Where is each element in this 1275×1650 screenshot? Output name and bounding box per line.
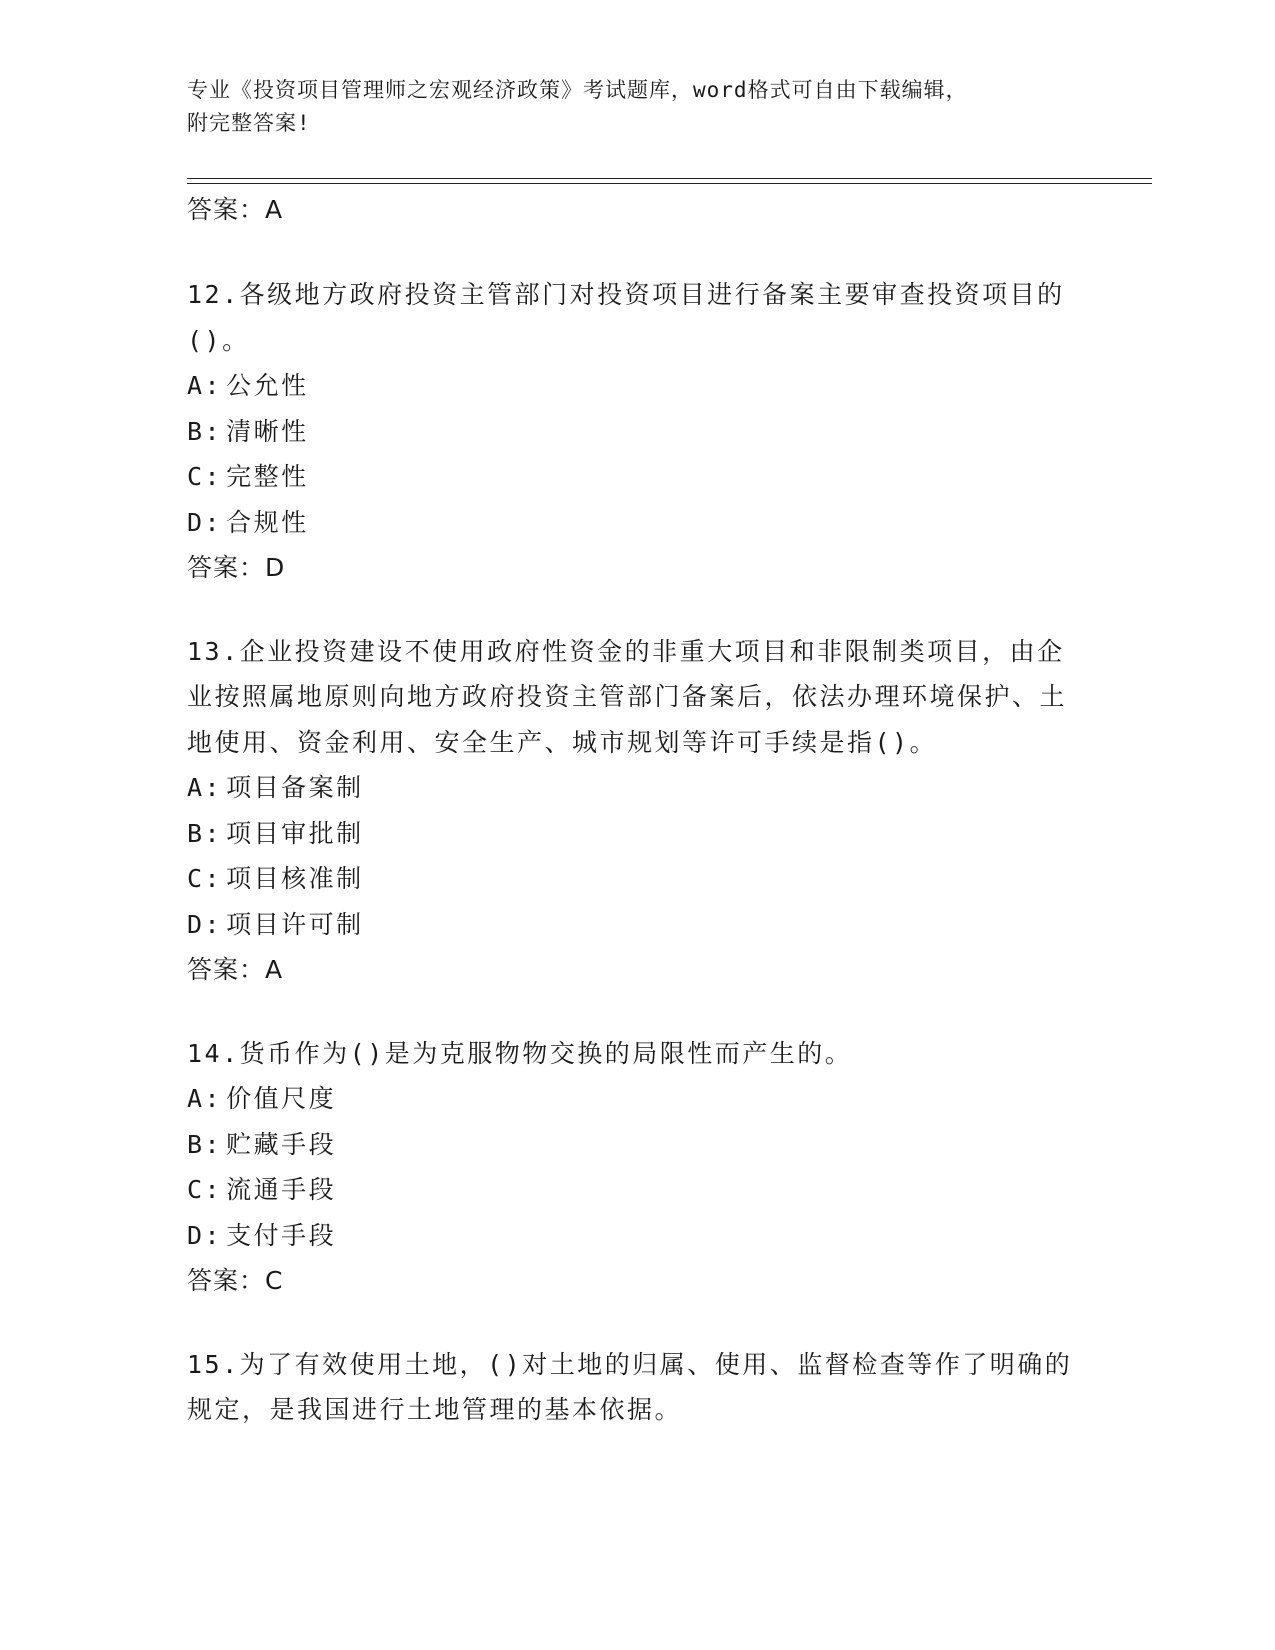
option-c <box>187 1167 1087 1213</box>
question-stem: 13.企业投资建设不使用政府性资金的非重大项目和非限制类项目，由企业按照属地原则向地方政府投资主管部门备案后，依法办理环境保护、土地使用、资金利用、安全生产、城市规划等许可手续是指()。 <box>187 636 1068 757</box>
option-letter: B: <box>187 818 223 848</box>
question-stem: 15.为了有效使用土地，()对土地的归属、使用、监督检查等作了明确的规定，是我国进行土地管理的基本依据。 <box>187 1349 1073 1424</box>
option-letter: D: <box>187 1220 223 1250</box>
option-text: 公允性 <box>226 371 309 400</box>
option-letter: C: <box>187 1175 223 1204</box>
option-d <box>187 902 1087 948</box>
option-b <box>187 409 1087 455</box>
question-12 <box>187 272 1087 591</box>
option-text: 项目审批制 <box>226 818 364 848</box>
header-divider-top <box>187 178 1152 179</box>
option-text: 完整性 <box>226 462 309 491</box>
header-divider-bottom <box>187 183 1152 184</box>
option-text: 贮藏手段 <box>226 1129 337 1159</box>
option-text: 项目核准制 <box>226 864 364 893</box>
option-b <box>187 1122 1087 1168</box>
option-letter: A: <box>187 371 223 400</box>
question-stem: 12.各级地方政府投资主管部门对投资项目进行备案主要审查投资项目的()。 <box>187 280 1065 355</box>
question-15 <box>187 1342 1087 1433</box>
question-answer: 答案：C <box>187 1266 284 1295</box>
question-list <box>187 186 1087 1433</box>
option-d <box>187 500 1087 546</box>
option-letter: C: <box>187 864 223 893</box>
option-text: 流通手段 <box>226 1175 337 1204</box>
option-d <box>187 1213 1087 1259</box>
question-13 <box>187 629 1087 993</box>
option-letter: B: <box>187 1129 223 1159</box>
header-line-2: 附完整答案! <box>187 111 311 135</box>
option-text: 清晰性 <box>226 416 309 446</box>
option-letter: B: <box>187 416 223 446</box>
option-letter: D: <box>187 507 223 537</box>
header-line-1: 专业《投资项目管理师之宏观经济政策》考试题库，word格式可自由下载编辑， <box>187 78 968 102</box>
option-b <box>187 811 1087 857</box>
question-answer: 答案：A <box>187 955 284 984</box>
option-text: 项目许可制 <box>226 909 364 939</box>
option-a <box>187 1076 1087 1122</box>
question-stem: 14.货币作为()是为克服物物交换的局限性而产生的。 <box>187 1038 853 1068</box>
option-c <box>187 454 1087 500</box>
option-a <box>187 765 1087 811</box>
previous-answer: 答案：A <box>187 195 284 224</box>
document-header <box>187 74 1067 140</box>
option-list <box>187 1076 1087 1258</box>
option-text: 项目备案制 <box>226 773 364 802</box>
option-text: 支付手段 <box>226 1220 337 1250</box>
option-letter: D: <box>187 909 223 939</box>
option-list <box>187 765 1087 947</box>
option-text: 价值尺度 <box>226 1084 337 1113</box>
option-a <box>187 363 1087 409</box>
option-letter: C: <box>187 462 223 491</box>
option-text: 合规性 <box>226 507 309 537</box>
option-letter: A: <box>187 1084 223 1113</box>
option-letter: A: <box>187 773 223 802</box>
option-c <box>187 856 1087 902</box>
option-list <box>187 363 1087 545</box>
question-answer: 答案：D <box>187 553 286 582</box>
question-14 <box>187 1031 1087 1304</box>
